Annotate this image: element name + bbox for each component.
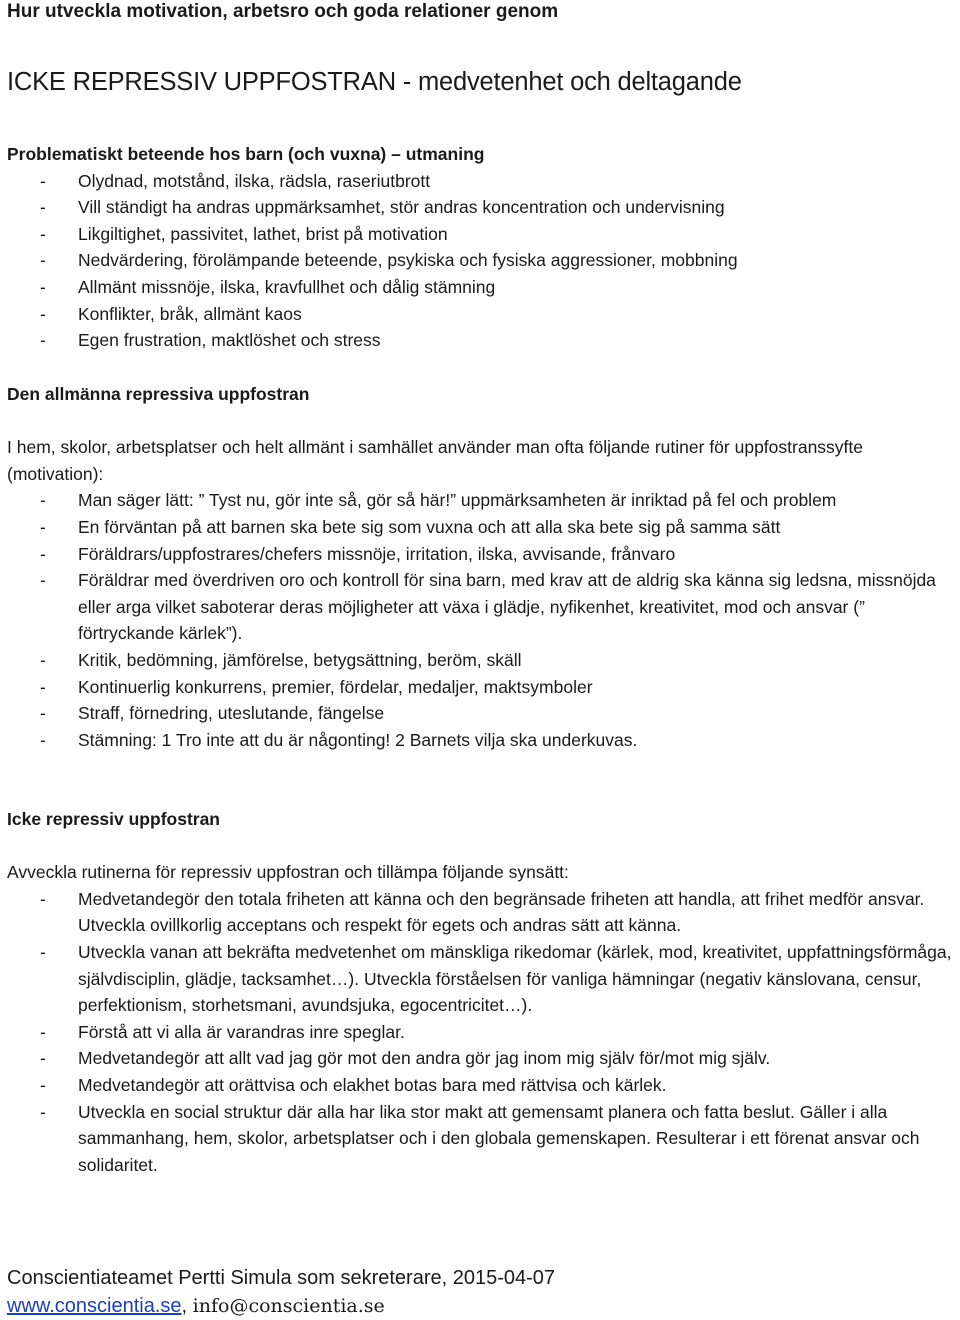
section-problematic-behaviour xyxy=(7,141,957,354)
section-heading: Den allmänna repressiva uppfostran xyxy=(7,384,310,404)
list-item-text: Utveckla vanan att bekräfta medvetenhet om mänskliga rikedomar (kärlek, mod, kreativitet, uppfattningsförmåga, självdisciplin, glädje, tacksamhet…). Utveckla förståelsen för vanliga hämningar (negativ känslovana, censur, perfektionism, storhetsmani, avundsjuka, egocentricitet…). xyxy=(78,941,952,1016)
list-item-text: Vill ständigt ha andras uppmärksamhet, stör andras koncentration och undervisning xyxy=(78,197,725,218)
bullet-dash: - xyxy=(40,303,46,324)
list-item-text: Olydnad, motstånd, ilska, rädsla, raseriutbrott xyxy=(78,170,431,191)
list-item xyxy=(7,567,957,647)
list-item xyxy=(7,541,957,568)
non-repressive-list xyxy=(7,886,957,1179)
list-item-text: Likgiltighet, passivitet, lathet, brist på motivation xyxy=(78,223,448,244)
list-item-text: Man säger lätt: ” Tyst nu, gör inte så, gör så här!” uppmärksamheten är inriktad på fel och problem xyxy=(78,490,837,511)
bullet-dash: - xyxy=(40,330,46,351)
section-intro: I hem, skolor, arbetsplatser och helt allmänt i samhället använder man ofta följande rutiner för uppfostranssyfte (motivation): xyxy=(7,437,864,484)
bullet-dash: - xyxy=(40,703,46,724)
list-item xyxy=(7,700,957,727)
list-item xyxy=(7,221,957,248)
problem-list xyxy=(7,168,957,354)
footer-separator: , xyxy=(181,1295,188,1317)
list-item-text: Kritik, bedömning, jämförelse, betygsättning, beröm, skäll xyxy=(78,649,522,670)
bullet-dash: - xyxy=(40,1101,46,1122)
bullet-dash: - xyxy=(40,170,46,191)
bullet-dash: - xyxy=(40,570,46,591)
document-heading: Hur utveckla motivation, arbetsro och goda relationer genom xyxy=(7,1,559,22)
bullet-dash: - xyxy=(40,1048,46,1069)
document-title: ICKE REPRESSIV UPPFOSTRAN - medvetenhet och deltagande xyxy=(7,68,742,96)
bullet-dash: - xyxy=(40,941,46,962)
list-item xyxy=(7,301,957,328)
section-non-repressive-upbringing xyxy=(7,806,957,1178)
bullet-dash: - xyxy=(40,516,46,537)
email-address: info@conscientia.se xyxy=(192,1295,385,1317)
list-item xyxy=(7,939,957,1019)
list-item-text: Egen frustration, maktlöshet och stress xyxy=(78,330,381,351)
list-item-text: Föräldrar med överdriven oro och kontroll för sina barn, med krav att de aldrig ska känna sig ledsna, missnöjda eller arga vilket saboterar deras möjligheter att växa i glädje, nyfikenhet, kreativitet, mod och ansvar (” förtryckande kärlek”). xyxy=(78,570,936,644)
list-item xyxy=(7,886,957,939)
bullet-dash: - xyxy=(40,276,46,297)
list-item xyxy=(7,1072,957,1099)
list-item-text: Allmänt missnöje, ilska, kravfullhet och dålig stämning xyxy=(78,276,496,297)
bullet-dash: - xyxy=(40,1074,46,1095)
list-item xyxy=(7,327,957,354)
bullet-dash: - xyxy=(40,490,46,511)
list-item-text: Stämning: 1 Tro inte att du är någonting! 2 Barnets vilja ska underkuvas. xyxy=(78,729,638,750)
list-item xyxy=(7,674,957,701)
bullet-dash: - xyxy=(40,197,46,218)
list-item xyxy=(7,487,957,514)
section-heading: Icke repressiv uppfostran xyxy=(7,809,220,829)
section-repressive-upbringing xyxy=(7,381,957,753)
bullet-dash: - xyxy=(40,543,46,564)
list-item-text: En förväntan på att barnen ska bete sig som vuxna och att alla ska bete sig på samma sätt xyxy=(78,516,781,537)
list-item-text: Medvetandegör den totala friheten att känna och den begränsade friheten att handla, att frihet medför ansvar. Utveckla ovillkorlig acceptans och respekt för egets och andras sätt att känna. xyxy=(78,888,925,936)
bullet-dash: - xyxy=(40,888,46,909)
bullet-dash: - xyxy=(40,729,46,750)
list-item xyxy=(7,514,957,541)
list-item-text: Föräldrars/uppfostrares/chefers missnöje, irritation, ilska, avvisande, frånvaro xyxy=(78,543,676,564)
list-item-text: Straff, förnedring, uteslutande, fängelse xyxy=(78,703,385,724)
bullet-dash: - xyxy=(40,649,46,670)
list-item-text: Medvetandegör att allt vad jag gör mot den andra gör jag inom mig själv för/mot mig själv. xyxy=(78,1048,771,1069)
list-item-text: Medvetandegör att orättvisa och elakhet botas bara med rättvisa och kärlek. xyxy=(78,1074,667,1095)
section-intro: Avveckla rutinerna för repressiv uppfostran och tillämpa följande synsätt: xyxy=(7,862,569,883)
bullet-dash: - xyxy=(40,1021,46,1042)
bullet-dash: - xyxy=(40,250,46,271)
list-item xyxy=(7,274,957,301)
website-link[interactable]: www.conscientia.se xyxy=(7,1295,182,1317)
list-item xyxy=(7,247,957,274)
repressive-list xyxy=(7,487,957,753)
list-item xyxy=(7,168,957,195)
footer-author-line: Conscientiateamet Pertti Simula som sekreterare, 2015-04-07 xyxy=(7,1267,556,1289)
list-item xyxy=(7,1019,957,1046)
list-item xyxy=(7,194,957,221)
list-item-text: Nedvärdering, förolämpande beteende, psykiska och fysiska aggressioner, mobbning xyxy=(78,250,738,271)
list-item-text: Konflikter, bråk, allmänt kaos xyxy=(78,303,302,324)
bullet-dash: - xyxy=(40,223,46,244)
footer-contact xyxy=(7,1292,957,1320)
list-item xyxy=(7,647,957,674)
list-item-text: Kontinuerlig konkurrens, premier, fördelar, medaljer, maktsymboler xyxy=(78,676,593,697)
list-item-text: Förstå att vi alla är varandras inre speglar. xyxy=(78,1021,405,1042)
section-heading: Problematiskt beteende hos barn (och vuxna) – utmaning xyxy=(7,144,485,164)
list-item-text: Utveckla en social struktur där alla har lika stor makt att gemensamt planera och fatta beslut. Gäller i alla sammanhang, hem, skolor, arbetsplatser och i den globala gemenskapen. Resulterar i ett förenat ansvar och solidaritet. xyxy=(78,1101,920,1175)
list-item xyxy=(7,1099,957,1179)
bullet-dash: - xyxy=(40,676,46,697)
list-item xyxy=(7,727,957,754)
document-footer xyxy=(7,1264,957,1320)
list-item xyxy=(7,1045,957,1072)
